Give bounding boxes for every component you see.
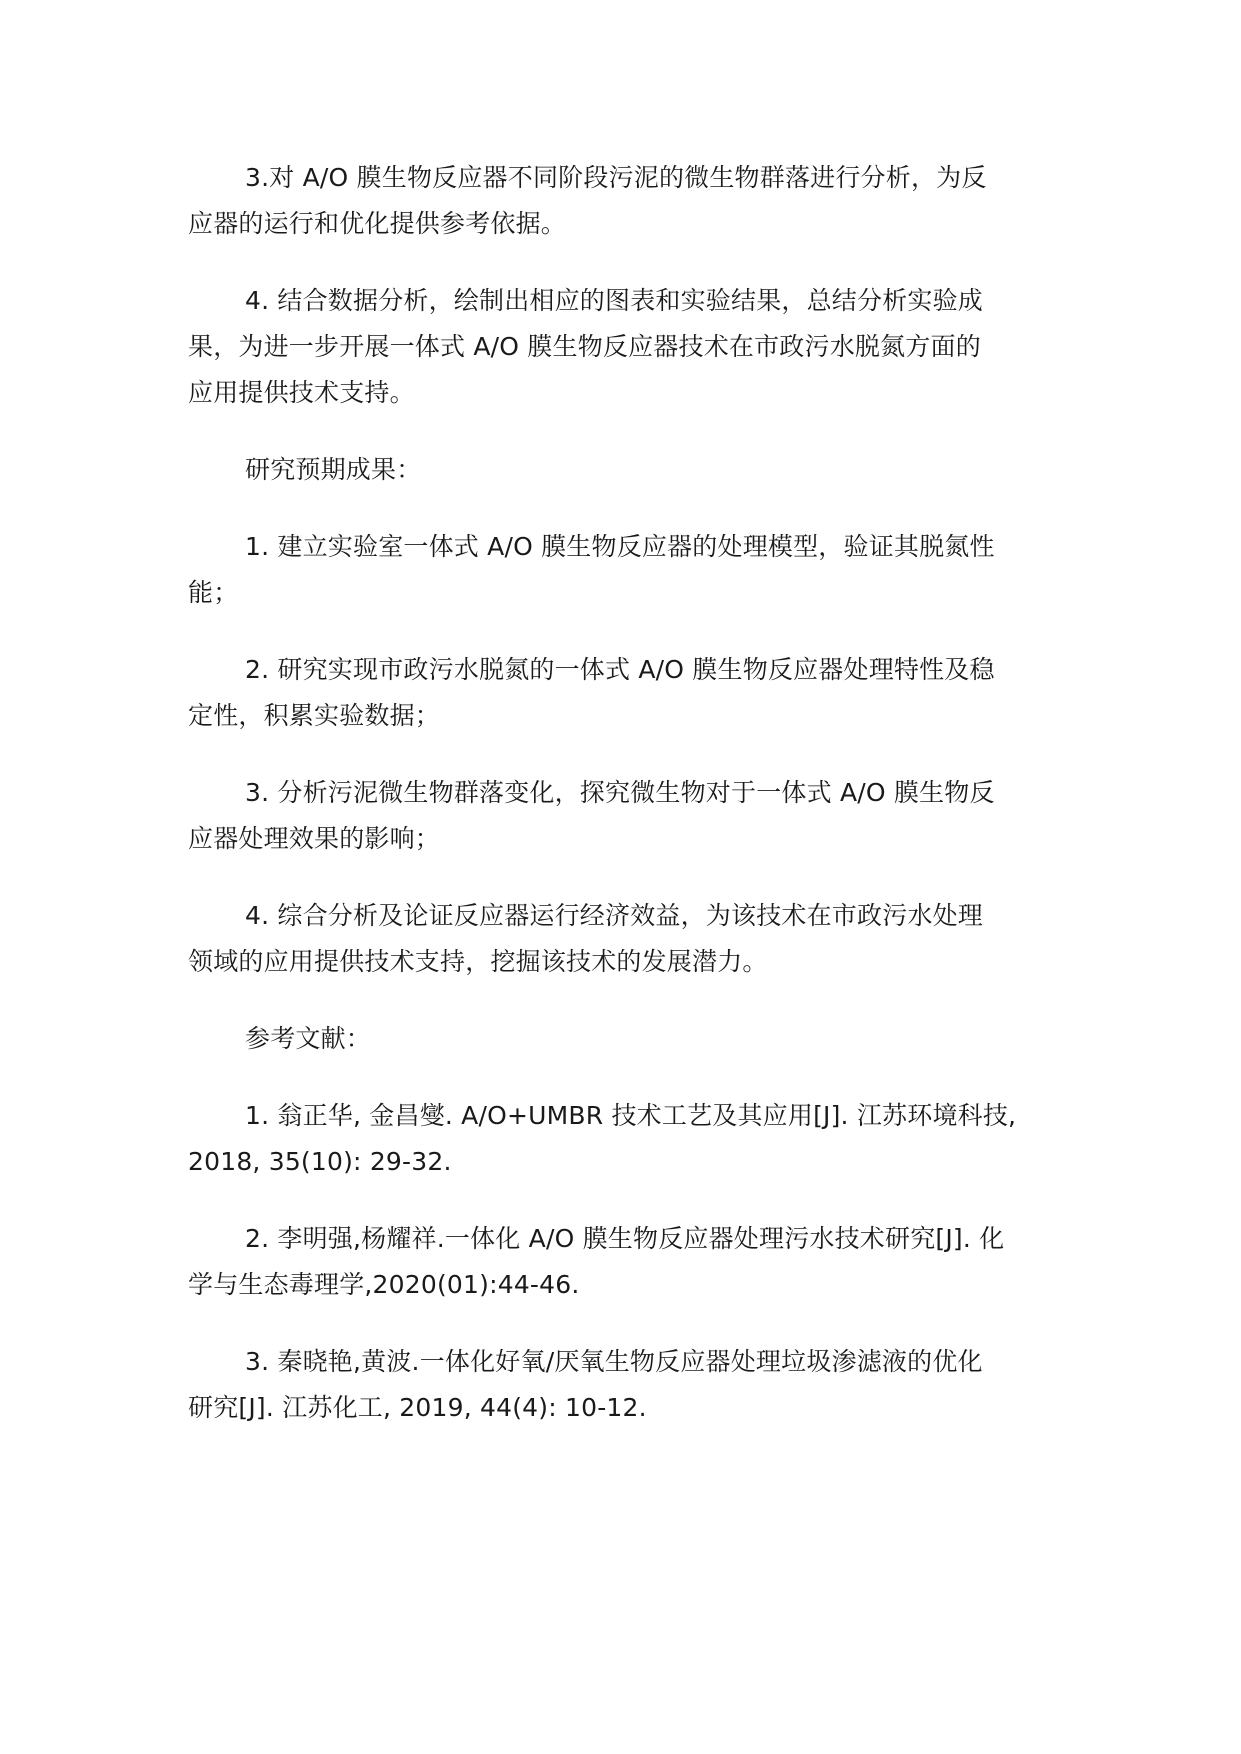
paragraph-line: 应器的运行和优化提供参考依据。 [188, 209, 567, 238]
section-heading-references [188, 1016, 1058, 1062]
reference-line: 研究[J]. 江苏化工, 2019, 44(4): 10-12. [188, 1393, 647, 1422]
paragraph-line: 1. 建立实验室一体式 A/O 膜生物反应器的处理模型，验证其脱氮性 [245, 532, 995, 561]
section-heading-expected-results [188, 447, 1058, 493]
document-page [188, 155, 1058, 1462]
paragraph-line: 应用提供技术支持。 [188, 378, 415, 407]
expected-result-item-4 [188, 893, 1058, 985]
reference-line: 2. 李明强,杨耀祥.一体化 A/O 膜生物反应器处理污水技术研究[J]. 化 [245, 1224, 1005, 1253]
heading-line: 研究预期成果： [245, 455, 422, 484]
paragraph-line: 领域的应用提供技术支持，挖掘该技术的发展潜力。 [188, 947, 768, 976]
reference-item-1 [188, 1093, 1058, 1185]
paragraph-line: 3. 分析污泥微生物群落变化，探究微生物对于一体式 A/O 膜生物反 [245, 778, 995, 807]
reference-line: 3. 秦晓艳,黄波.一体化好氧/厌氧生物反应器处理垃圾渗滤液的优化 [245, 1347, 983, 1376]
expected-result-item-2 [188, 647, 1058, 739]
reference-item-3 [188, 1339, 1058, 1431]
paragraph-line: 4. 结合数据分析，绘制出相应的图表和实验结果，总结分析实验成 [245, 286, 984, 315]
paragraph-analysis-item-4 [188, 278, 1058, 416]
heading-line: 参考文献： [245, 1024, 372, 1053]
expected-result-item-3 [188, 770, 1058, 862]
paragraph-analysis-item-3 [188, 155, 1058, 247]
paragraph-line: 应器处理效果的影响； [188, 824, 441, 853]
reference-line: 1. 翁正华, 金昌燮. A/O+UMBR 技术工艺及其应用[J]. 江苏环境科技, [245, 1101, 1017, 1130]
reference-item-2 [188, 1216, 1058, 1308]
paragraph-line: 2. 研究实现市政污水脱氮的一体式 A/O 膜生物反应器处理特性及稳 [245, 655, 995, 684]
reference-line: 学与生态毒理学,2020(01):44-46. [188, 1270, 580, 1299]
expected-result-item-1 [188, 524, 1058, 616]
paragraph-line: 定性，积累实验数据； [188, 701, 441, 730]
paragraph-line: 4. 综合分析及论证反应器运行经济效益，为该技术在市政污水处理 [245, 901, 984, 930]
paragraph-line: 能； [188, 578, 239, 607]
paragraph-line: 果，为进一步开展一体式 A/O 膜生物反应器技术在市政污水脱氮方面的 [188, 332, 981, 361]
paragraph-line: 3.对 A/O 膜生物反应器不同阶段污泥的微生物群落进行分析，为反 [245, 163, 987, 192]
reference-line: 2018, 35(10): 29-32. [188, 1147, 452, 1176]
